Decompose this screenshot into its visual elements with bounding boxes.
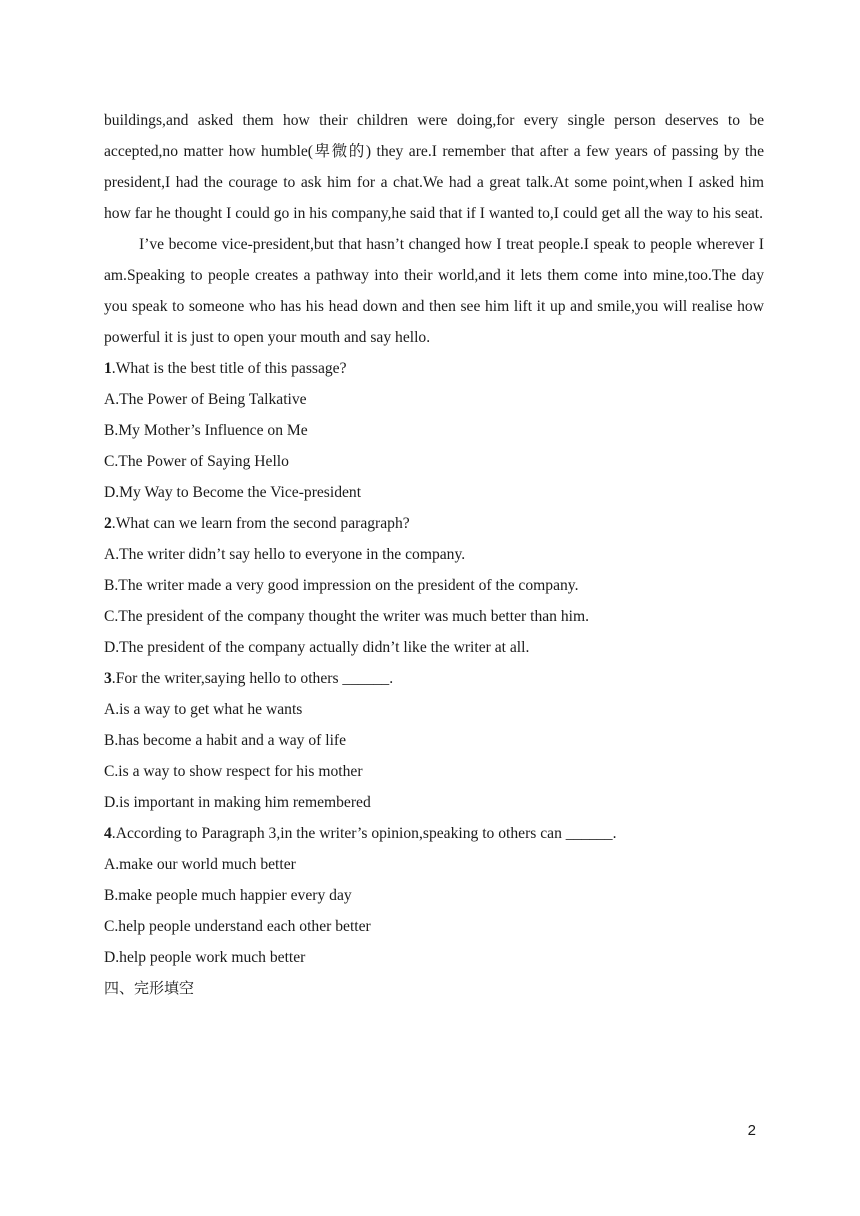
question-text: .What can we learn from the second paragraph? — [111, 515, 410, 532]
question-number: 4 — [104, 825, 112, 842]
question-stem — [104, 663, 764, 694]
option-a: A.The writer didn’t say hello to everyone in the company. — [104, 546, 466, 563]
passage-paragraph-2: I’ve become vice-president,but that hasn’t changed how I treat people.I speak to people wherever I am.Speaking to people creates a pathway into their world,and it lets them come into mine,too.The day you speak to someone who has his head down and then see him lift it up and smile,you will realise how powerful it is just to open your mouth and say hello. — [104, 236, 764, 346]
option-c: C.is a way to show respect for his mother — [104, 763, 363, 780]
option-d: D.help people work much better — [104, 949, 306, 966]
question-1 — [104, 353, 764, 508]
option-a: A.The Power of Being Talkative — [104, 391, 307, 408]
question-text: .What is the best title of this passage? — [111, 360, 347, 377]
question-stem — [104, 508, 764, 539]
option-d: D.The president of the company actually didn’t like the writer at all. — [104, 639, 530, 656]
option-b: B.has become a habit and a way of life — [104, 732, 347, 749]
option-c: C.help people understand each other better — [104, 918, 371, 935]
question-number: 1 — [104, 360, 112, 377]
option-c: C.The Power of Saying Hello — [104, 453, 289, 470]
option-a: A.make our world much better — [104, 856, 296, 873]
question-text: .According to Paragraph 3,in the writer’s opinion,speaking to others can ______. — [111, 825, 617, 842]
section-heading: 四、完形填空 — [104, 979, 195, 997]
option-b: B.The writer made a very good impression on the president of the company. — [104, 577, 579, 594]
question-number: 3 — [104, 670, 112, 687]
question-stem — [104, 353, 764, 384]
passage-paragraph-1: buildings,and asked them how their children were doing,for every single person deserves to be accepted,no matter how humble(卑微的) they are.I remember that after a few years of passing by the president,I had the courage to ask him for a chat.We had a great talk.At some point,when I asked him how far he thought I could go in his company,he said that if I wanted to,I could get all the way to his seat. — [104, 112, 764, 222]
question-4 — [104, 818, 764, 973]
page-content — [104, 105, 764, 1004]
question-stem — [104, 818, 764, 849]
option-b: B.make people much happier every day — [104, 887, 352, 904]
question-3 — [104, 663, 764, 818]
option-d: D.My Way to Become the Vice-president — [104, 484, 362, 501]
option-a: A.is a way to get what he wants — [104, 701, 303, 718]
question-number: 2 — [104, 515, 112, 532]
page-number: 2 — [747, 1122, 756, 1139]
option-c: C.The president of the company thought the writer was much better than him. — [104, 608, 590, 625]
option-d: D.is important in making him remembered — [104, 794, 371, 811]
option-b: B.My Mother’s Influence on Me — [104, 422, 308, 439]
question-text: .For the writer,saying hello to others ______. — [111, 670, 394, 687]
question-2 — [104, 508, 764, 663]
